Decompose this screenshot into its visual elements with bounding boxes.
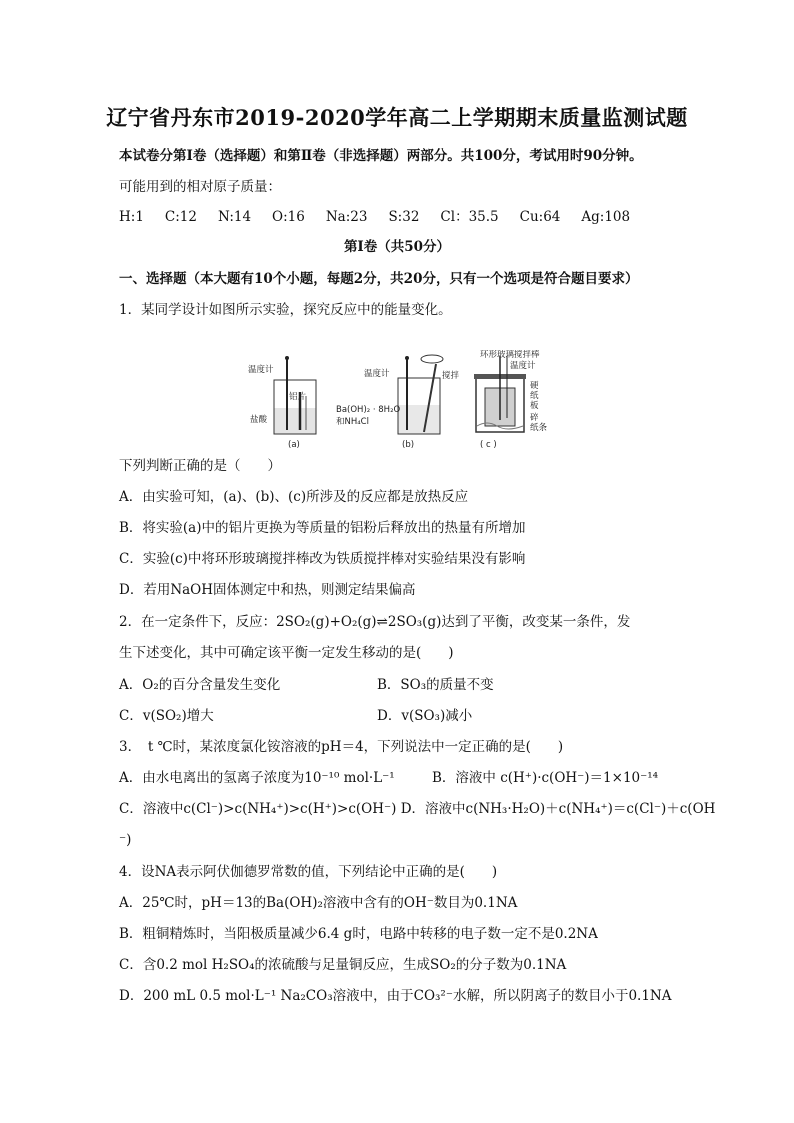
label-al-strip: 铝片 [289,392,307,402]
q2-option-c: C．v(SO₂)增大 [119,708,214,724]
caption-b: (b) [402,440,415,450]
label-ring-stirrer: 环形玻璃搅拌棒 [480,350,540,360]
q4-option-b: B．粗铜精炼时，当阳极质量减少6.4 g时，电路中转移的电子数一定不是0.2NA [119,926,598,942]
q1-option-c: C．实验(c)中将环形玻璃搅拌棒改为铁质搅拌棒对实验结果没有影响 [119,551,526,567]
q1-option-a: A．由实验可知，(a)、(b)、(c)所涉及的反应都是放热反应 [119,489,469,505]
atomic-mass: H:1 [119,209,144,225]
q4-option-a: A．25℃时，pH＝13的Ba(OH)₂溶液中含有的OH⁻数目为0.1NA [119,895,518,911]
atomic-mass: Ag:108 [581,209,631,225]
label-nh4cl: 和NH₄Cl [336,417,369,427]
atomic-mass: C:12 [164,209,197,225]
q1-option-d: D．若用NaOH固体测定中和热，则测定结果偏高 [119,582,416,598]
label-baoh2: Ba(OH)₂ · 8H₂O [336,405,401,415]
atomic-mass: Na:23 [325,209,368,225]
q4-option-c: C．含0.2 mol H₂SO₄的浓硫酸与足量铜反应，生成SO₂的分子数为0.1NA [119,957,567,973]
atomic-mass: Cu:64 [519,209,561,225]
document-title: 辽宁省丹东市2019-2020学年高二上学期期末质量监测试题 [106,105,688,130]
q4-option-d: D．200 mL 0.5 mol·L⁻¹ Na₂CO₃溶液中，由于CO₃²⁻水解，所以阴离子的数目小于0.1NA [119,988,672,1004]
atomic-mass: N:14 [217,209,252,225]
q3-options-cd: C．溶液中c(Cl⁻)>c(NH₄⁺)>c(H⁺)>c(OH⁻) D．溶液中c(NH₃·H₂O)＋c(NH₄⁺)＝c(Cl⁻)＋c(OH [119,801,716,817]
q2-option-d: D．v(SO₃)减小 [377,708,473,724]
label-paper: 碎 [530,413,539,423]
caption-a: (a) [288,440,300,450]
q3-option-b: B．溶液中 c(H⁺)·c(OH⁻)＝1×10⁻¹⁴ [432,770,659,786]
label-hard-board: 硬 [530,381,539,391]
label-paper: 纸条 [530,423,548,433]
q2-option-a: A．O₂的百分含量发生变化 [119,677,281,693]
label-thermometer-c: 温度计 [510,361,536,371]
q4-stem: 4．设NA表示阿伏伽德罗常数的值，下列结论中正确的是( ) [119,864,498,880]
q1-prompt: 下列判断正确的是（ ） [119,458,281,474]
label-stir: 搅拌 [442,371,460,381]
label-hard-board: 板 [530,401,539,411]
q3-stem: 3． t ℃时，某浓度氯化铵溶液的pH＝4，下列说法中一定正确的是( ) [119,739,564,755]
atomic-mass: Cl：35.5 [440,209,499,225]
atomic-mass: S:32 [388,209,420,225]
experiment-figure [244,350,568,450]
q3-option-a: A．由水电离出的氢离子浓度为10⁻¹⁰ mol·L⁻¹ [119,770,395,786]
q3-options-cd-continued: ⁻) [119,832,132,848]
label-thermometer-a: 温度计 [248,365,274,375]
atomic-mass-label: 可能用到的相对原子质量： [119,179,281,195]
apparatus-c [474,350,548,450]
q2-stem-line1: 2．在一定条件下，反应：2SO₂(g)+O₂(g)⇌2SO₃(g)达到了平衡，改变某一条件，发 [119,614,631,630]
label-hcl: 盐酸 [250,415,268,425]
q1-option-b: B．将实验(a)中的铝片更换为等质量的铝粉后释放出的热量有所增加 [119,520,526,536]
atomic-mass-list [119,208,651,226]
q2-stem-line2: 生下述变化，其中可确定该平衡一定发生移动的是( ) [119,645,454,661]
section1-heading: 一、选择题（本大题有10个小题，每题2分，共20分，只有一个选项是符合题目要求） [119,271,639,287]
apparatus-a [248,356,316,450]
label-thermometer-b: 温度计 [364,369,390,379]
q2-option-b: B．SO₃的质量不变 [377,677,494,693]
part1-heading: 第Ⅰ卷（共50分） [343,239,451,255]
apparatus-b [336,355,460,450]
exam-intro: 本试卷分第Ⅰ卷（选择题）和第Ⅱ卷（非选择题）两部分。共100分，考试用时90分钟。 [119,148,643,164]
caption-c: ( c ) [480,440,497,450]
label-hard-board: 纸 [530,391,539,401]
atomic-mass: O:16 [272,209,305,225]
q1-stem: 1．某同学设计如图所示实验，探究反应中的能量变化。 [119,302,452,318]
